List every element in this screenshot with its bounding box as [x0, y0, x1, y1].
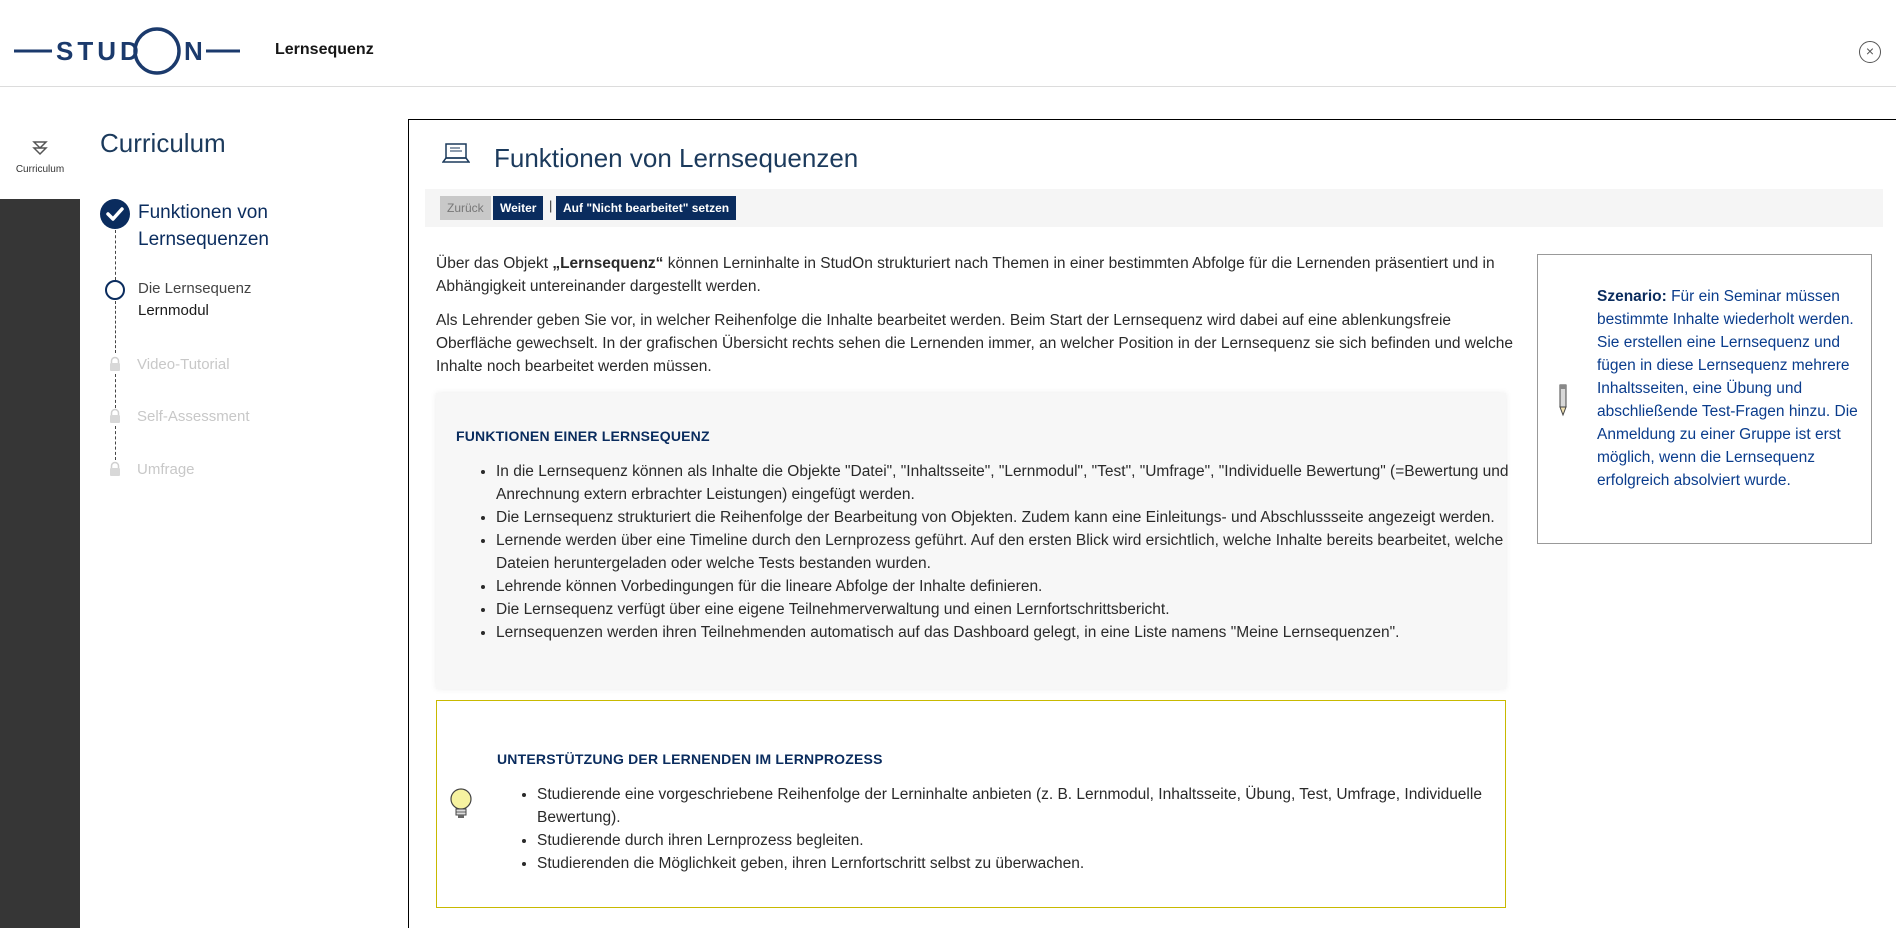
pencil-icon [1557, 383, 1569, 417]
curriculum-icon[interactable] [30, 140, 50, 158]
step-connector [115, 301, 116, 353]
list-item: • Lernsequenzen werden ihren Teilnehmenden automatisch auf das Dashboard gelegt, in eine Liste namens "Meine Lernsequenzen". [496, 621, 1516, 644]
list-item: • Lehrende können Vorbedingungen für die lineare Abfolge der Inhalte definieren. [496, 575, 1516, 598]
studon-logo[interactable] [14, 23, 240, 79]
support-list [517, 783, 1497, 875]
header-spacer [0, 87, 1896, 119]
rail-label: Curriculum [15, 164, 65, 175]
rail-curriculum-button[interactable] [0, 119, 80, 199]
svg-text:N: N [184, 36, 203, 66]
list-item: • In die Lernsequenz können als Inhalte die Objekte "Datei", "Inhaltsseite", "Lernmodul", "Test", "Umfrage", "Individuelle Bewertung" (=Bewertung und Anrechnung extern erbrachter Leistungen) eingefügt werden. [496, 460, 1516, 506]
lightbulb-icon [449, 787, 473, 821]
next-button[interactable]: Weiter [493, 196, 543, 220]
step-1-label[interactable]: Funktionen von Lernsequenzen [138, 202, 269, 250]
app-header [0, 0, 1896, 87]
list-item: • Die Lernsequenz verfügt über eine eigene Teilnehmerverwaltung und einen Lernfortschrittsbericht. [496, 598, 1516, 621]
intro-paragraph-1: Über das Objekt „Lernsequenz“ können Lerninhalte in StudOn strukturiert nach Themen in einer bestimmten Abfolge für die Lernenden präsentiert und in Abhängigkeit untereinander dargestellt werden. [436, 255, 1495, 295]
list-item: • Lernende werden über eine Timeline durch den Lernprozess geführt. Auf den ersten Blick wird ersichtlich, welche Inhalte bereits bearbeitet, welche Dateien heruntergeladen oder welche Tests bestanden wurden. [496, 529, 1516, 575]
list-item: • Die Lernsequenz strukturiert die Reihenfolge der Bearbeitung von Objekten. Zudem kann eine Einleitungs- und Abschlussseite angezeigt werden. [496, 506, 1516, 529]
step-connector [115, 426, 116, 460]
reset-status-button[interactable]: Auf "Nicht bearbeitet" setzen [556, 196, 736, 220]
step-5-label: Umfrage [137, 461, 195, 478]
step-2-label[interactable]: Die Lernsequenz [138, 280, 252, 297]
lock-icon [108, 356, 122, 372]
list-item: • Studierende eine vorgeschriebene Reihenfolge der Lerninhalte anbieten (z. B. Lernmodul, Inhaltsseite, Übung, Test, Umfrage, Individuelle Bewertung). [537, 783, 1497, 829]
left-rail [0, 119, 80, 928]
list-item: • Studierende durch ihren Lernprozess begleiten. [537, 829, 1497, 852]
step-2-sublabel[interactable]: Lernmodul [138, 302, 209, 319]
laptop-icon [442, 142, 470, 166]
svg-text:STUD: STUD [56, 36, 143, 66]
features-list [476, 460, 1516, 644]
lock-icon [108, 408, 122, 424]
support-heading: UNTERSTÜTZUNG DER LERNENDEN IM LERNPROZESS [497, 751, 883, 767]
scenario-text: Szenario: Für ein Seminar müssen bestimmte Inhalte wiederholt werden. Sie erstellen eine Lernsequenz und fügen in diese Lernsequenz mehrere Inhaltsseiten, eine Übung und abschließende Test-Fragen hinzu. Die Anmeldung zu einer Gruppe ist erst möglich, wenn die Lernsequenz erfolgreich absolviert wurde. [1597, 288, 1858, 489]
step-done-check-icon[interactable] [100, 199, 130, 229]
header-title: Lernsequenz [275, 41, 374, 58]
curriculum-title: Curriculum [100, 128, 226, 158]
step-3-label: Video-Tutorial [137, 356, 230, 373]
features-heading: FUNKTIONEN EINER LERNSEQUENZ [456, 428, 710, 444]
step-connector [115, 374, 116, 408]
step-connector [115, 230, 116, 280]
step-current-circle-icon[interactable] [105, 280, 125, 300]
step-4-label: Self-Assessment [137, 408, 250, 425]
close-icon[interactable]: × [1859, 41, 1881, 63]
list-item: • Studierenden die Möglichkeit geben, ihren Lernfortschritt selbst zu überwachen. [537, 852, 1497, 875]
lock-icon [108, 461, 122, 477]
intro-paragraph-2: Als Lehrender geben Sie vor, in welcher Reihenfolge die Inhalte bearbeitet werden. Beim Start der Lernsequenz wird dabei auf eine ablenkungsfreie Oberfläche gewechselt. In der grafischen Übersicht rechts sehen die Lernenden immer, an welcher Position in der Lernsequenz sie sich befinden und welche Inhalte noch bearbeitet werden müssen. [436, 312, 1514, 375]
page-title: Funktionen von Lernsequenzen [494, 143, 859, 173]
toolbar-separator: | [549, 198, 553, 213]
back-button[interactable]: Zurück [440, 196, 491, 220]
